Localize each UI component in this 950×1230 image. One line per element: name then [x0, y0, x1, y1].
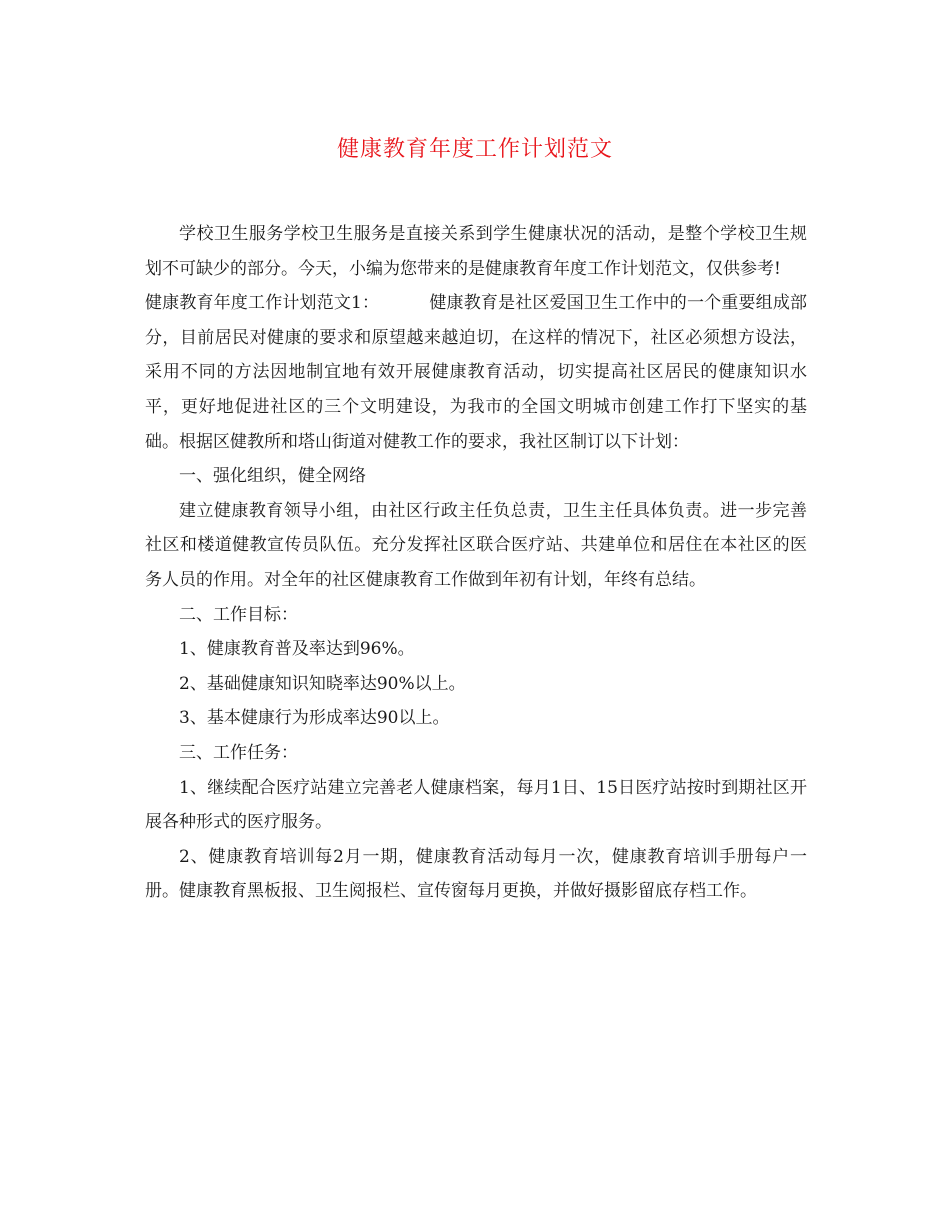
section-label: 健康教育年度工作计划范文1： [145, 293, 380, 314]
intro-paragraph: 学校卫生服务学校卫生服务是直接关系到学生健康状况的活动，是整个学校卫生规划不可缺少的部分。今天，小编为您带来的是健康教育年度工作计划范文，仅供参考! [145, 224, 807, 279]
organization-paragraph: 建立健康教育领导小组，由社区行政主任负总责，卫生主任具体负责。进一步完善社区和楼道健教宣传员队伍。充分发挥社区联合医疗站、共建单位和居住在本社区的医务人员的作用。对全年的社区健康教育工作做到年初有计划，年终有总结。 [145, 500, 807, 590]
section-paragraph [145, 286, 807, 459]
section-text: 健康教育是社区爱国卫生工作中的一个重要组成部分，目前居民对健康的要求和原望越来越迫切，在这样的情况下，社区必须想方设法，采用不同的方法因地制宜地有效开展健康教育活动，切实提高社区居民的健康知识水平，更好地促进社区的三个文明建设，为我市的全国文明城市创建工作打下坚实的基础。根据区健教所和塔山街道对健教工作的要求，我社区制订以下计划： [145, 293, 807, 452]
goal-item-3: 3、基本健康行为形成率达90以上。 [179, 708, 450, 729]
document-title: 健康教育年度工作计划范文 [336, 137, 613, 162]
heading-organization: 一、强化组织，健全网络 [179, 466, 366, 487]
heading-goals: 二、工作目标： [179, 604, 298, 625]
task-item-2: 2、健康教育培训每2月一期，健康教育活动每月一次，健康教育培训手册每户一册。健康教育黑板报、卫生阅报栏、宣传窗每月更换，并做好摄影留底存档工作。 [145, 846, 807, 902]
document-body [145, 217, 807, 909]
goal-item-1: 1、健康教育普及率达到96%。 [179, 639, 415, 660]
heading-tasks: 三、工作任务： [179, 742, 298, 763]
goal-item-2: 2、基础健康知识知晓率达90%以上。 [179, 673, 466, 694]
task-item-1: 1、继续配合医疗站建立完善老人健康档案，每月1日、15日医疗站按时到期社区开展各种形式的医疗服务。 [145, 777, 807, 833]
